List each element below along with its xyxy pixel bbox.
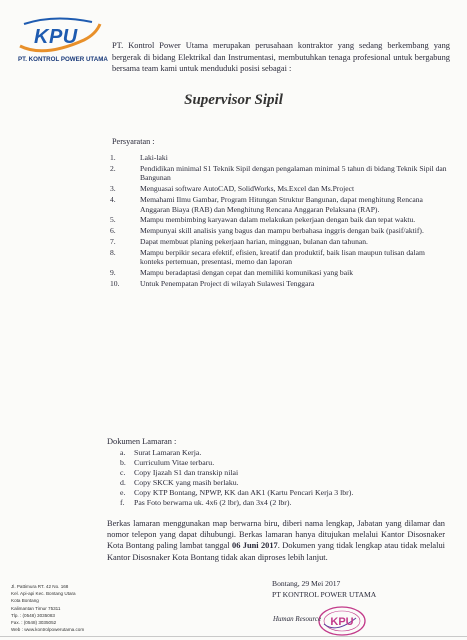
signature-company: PT KONTROL POWER UTAMA <box>272 590 377 599</box>
deadline-date: 06 Juni 2017 <box>232 541 278 551</box>
document-letter: f. <box>120 498 125 507</box>
signature-role: Human Resource <box>273 615 322 623</box>
requirement-item <box>110 195 450 214</box>
requirement-item <box>110 184 450 194</box>
document-text: Copy KTP Bontang, NPWP, KK dan AK1 (Kartu Pencari Kerja 3 lbr). <box>134 488 354 497</box>
requirements-list <box>110 153 450 290</box>
requirement-number: 1. <box>110 153 116 162</box>
page-bottom-divider <box>0 636 467 637</box>
phone-line: Tlp. : (0548) 3035083 <box>11 612 55 618</box>
requirement-item <box>110 279 450 289</box>
requirement-number: 4. <box>110 194 116 204</box>
document-text: Surat Lamaran Kerja. <box>134 448 202 457</box>
document-text: Copy Ijazah S1 dan transkip nilai <box>134 468 239 477</box>
fax-line: Fax. : (0548) 3035052 <box>11 620 57 626</box>
document-item <box>120 498 440 508</box>
documents-list <box>120 448 440 508</box>
closing-text-end: . Dokumen yang tidak lengkap atau tidak melalui Kantor Disosnaker Kota Bontang tidak akan diproses lebih lanjut. <box>107 541 445 562</box>
document-letter: e. <box>120 488 126 497</box>
requirement-text: Mampu berpikir secara efektif, efisien, kreatif dan produktif, baik lisan maupun tulisan dalam konteks pertemuan, presentasi, memo dan laporan <box>140 247 425 267</box>
documents-label: Dokumen Lamaran : <box>107 437 177 446</box>
document-letter: b. <box>120 458 126 467</box>
address-line: Kota Bontang <box>11 598 39 604</box>
requirement-item <box>110 268 450 278</box>
address-line: Kalimantan Timur 75311 <box>11 605 61 611</box>
requirement-number: 6. <box>110 226 116 236</box>
document-item <box>120 468 440 478</box>
requirement-text: Laki-laki <box>140 153 168 162</box>
address-line: Kel. Api-api Kec. Bontang Utara <box>11 591 76 597</box>
document-item <box>120 448 440 458</box>
company-logo <box>14 16 108 68</box>
signature-date: Bontang, 29 Mei 2017 <box>272 579 341 588</box>
requirement-item <box>110 153 450 163</box>
requirement-number: 3. <box>110 184 116 194</box>
logo-caption: PT. KONTROL POWER UTAMA <box>18 56 108 63</box>
requirement-number: 5. <box>110 215 116 225</box>
requirement-number: 8. <box>110 247 116 257</box>
intro-paragraph: PT. Kontrol Power Utama merupakan perusahaan kontraktor yang sedang berkembang yang bergerak di bidang Elektrikal dan Instrumentasi, membutuhkan tenaga profesional untuk bergabung bersama team kami untuk menduduki posisi sebagai : <box>112 41 450 74</box>
requirement-item <box>110 248 450 267</box>
requirement-text: Mampu membimbing karyawan dalam melakukan pekerjaan dengan baik dan tepat waktu. <box>140 215 416 225</box>
requirement-text: Mempunyai skill analisis yang bagus dan mampu berbahasa inggris dengan baik (pasif/aktif). <box>140 226 424 236</box>
requirement-text: Menguasai software AutoCAD, SolidWorks, Ms.Excel dan Ms.Project <box>140 184 355 194</box>
company-address <box>11 583 84 633</box>
requirements-label: Persyaratan : <box>112 137 155 146</box>
document-text: Copy SKCK yang masih berlaku. <box>134 478 239 487</box>
requirement-item <box>110 237 450 247</box>
company-stamp-icon <box>316 604 368 638</box>
stamp-text: KPU <box>330 616 354 628</box>
document-item <box>120 458 440 468</box>
job-title: Supervisor Sipil <box>184 92 283 108</box>
requirement-number: 9. <box>110 268 116 278</box>
requirement-number: 2. <box>110 163 116 173</box>
requirement-text: Untuk Penempatan Project di wilayah Sulawesi Tenggara <box>140 278 315 288</box>
requirement-number: 10. <box>110 278 120 288</box>
requirement-item <box>110 215 450 225</box>
document-text: Curriculum Vitae terbaru. <box>134 458 215 467</box>
document-item <box>120 488 440 498</box>
address-line: Jl. Pattimura RT. 42 No. 168 <box>11 584 69 589</box>
closing-text-start: Berkas lamaran menggunakan map berwarna biru, diberi nama lengkap, Jabatan yang dilamar dan nomor telepon yang dapat dihubungi. Berkas lamaran hanya ditujukan melalui Kantor Disosnaker Kota Bontang paling lambat tanggal <box>107 519 445 551</box>
requirement-item <box>110 226 450 236</box>
closing-paragraph <box>107 518 445 563</box>
requirement-text: Mampu beradaptasi dengan cepat dan memiliki komunikasi yang baik <box>140 268 353 278</box>
document-text: Pas Foto berwarna uk. 4x6 (2 lbr), dan 3x4 (2 lbr). <box>134 498 292 507</box>
requirement-number: 7. <box>110 236 116 246</box>
requirement-text: Memahami Ilmu Gambar, Program Hitungan Struktur Bangunan, dapat menghitung Rencana Anggaran Biaya (RAB) dan Menghitung Rencana Anggaran Pelaksana (RAP). <box>140 194 423 214</box>
document-letter: d. <box>120 478 126 487</box>
web-line: Web : www.kontrolpowerutama.com <box>11 627 85 633</box>
document-letter: a. <box>120 448 126 457</box>
requirement-text: Pendidikan minimal S1 Teknik Sipil dengan pengalaman minimal 5 tahun di bidang Teknik Sipil dan Bangunan <box>140 163 447 183</box>
document-item <box>120 478 440 488</box>
requirement-text: Dapat membuat planing pekerjaan harian, mingguan, bulanan dan tahunan. <box>140 236 368 246</box>
requirement-item <box>110 164 450 183</box>
logo-text: KPU <box>34 26 78 48</box>
document-letter: c. <box>120 468 126 477</box>
